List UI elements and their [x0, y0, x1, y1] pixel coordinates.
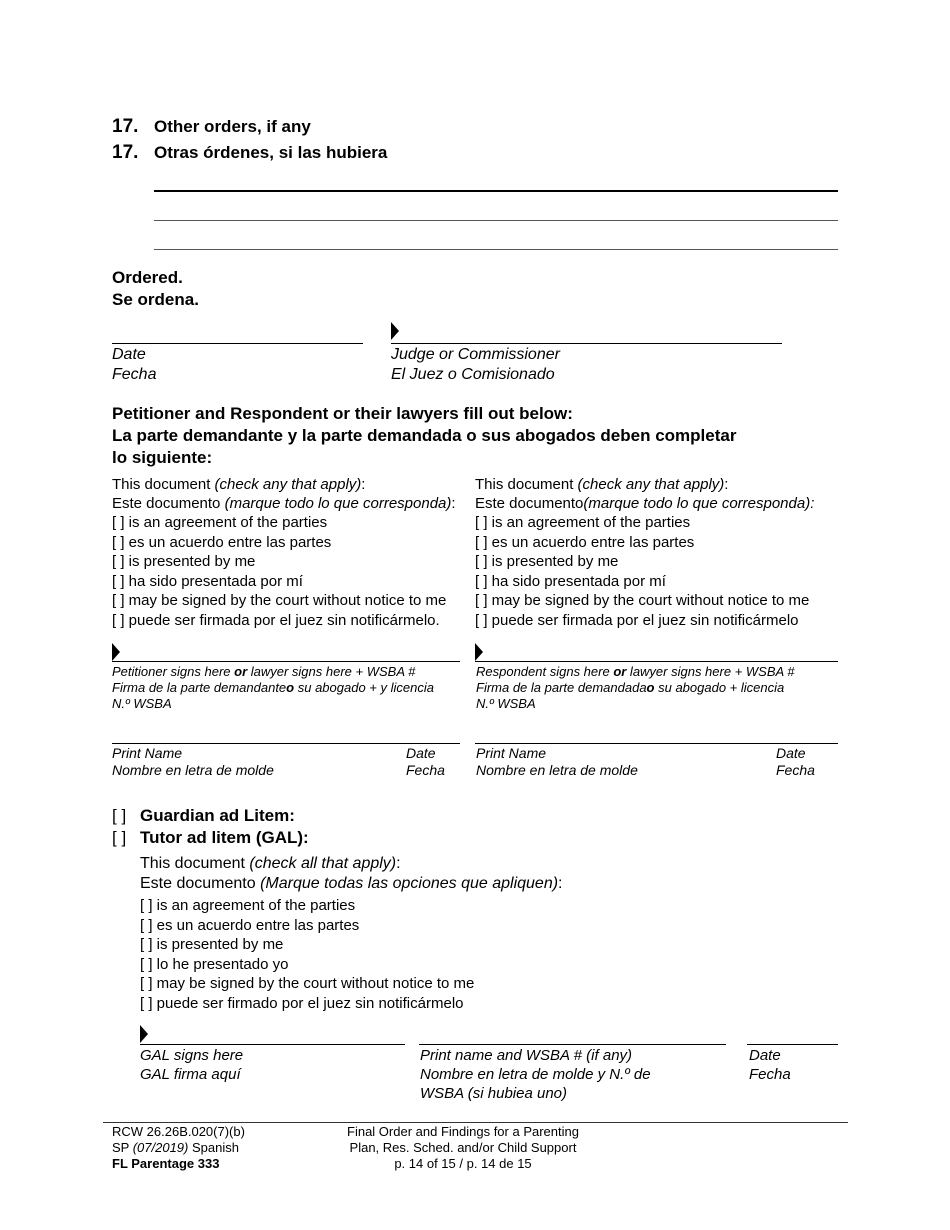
respondent-sign-es-2: N.º WSBA: [476, 696, 536, 711]
footer-sp: SP (07/2019) Spanish: [112, 1140, 239, 1155]
gal-doc-es: Este documento (Marque todas las opciones que apliquen):: [140, 875, 563, 892]
gal-date-en: Date: [749, 1047, 781, 1064]
gal-option-agreement[interactable]: [ ] is an agreement of the parties: [140, 897, 356, 914]
respondent-signature-line[interactable]: [475, 661, 838, 662]
gal-signature-line[interactable]: [140, 1044, 405, 1045]
gal-print-en: Print name and WSBA # (if any): [420, 1047, 633, 1064]
parties-heading-3: lo siguiente:: [112, 448, 213, 467]
judge-signature-line[interactable]: [391, 343, 782, 344]
other-orders-line-3[interactable]: [154, 249, 838, 250]
gal-title-es: Tutor ad litem (GAL):: [140, 828, 309, 847]
gal-doc-en: This document (check all that apply):: [140, 855, 401, 872]
petitioner-option-agreement[interactable]: [ ] is an agreement of the parties: [112, 514, 328, 531]
petitioner-sign-es-2: N.º WSBA: [112, 696, 172, 711]
gal-signature-arrow-icon: [140, 1025, 148, 1043]
gal-print-es-1: Nombre en letra de molde y N.º de: [420, 1066, 651, 1083]
respondent-doc-en: This document (check any that apply):: [475, 476, 729, 493]
respondent-doc-es: Este documento(marque todo lo que corresponda):: [475, 495, 815, 512]
order-date-label-es: Fecha: [112, 366, 157, 383]
gal-option-signed[interactable]: [ ] may be signed by the court without notice to me: [140, 975, 475, 992]
petitioner-option-presented[interactable]: [ ] is presented by me: [112, 553, 256, 570]
footer-divider: [103, 1122, 848, 1123]
footer-title-1: Final Order and Findings for a Parenting: [347, 1124, 579, 1139]
petitioner-date-en: Date: [406, 745, 436, 761]
gal-print-es-2: WSBA (si hubiea uno): [420, 1085, 568, 1102]
respondent-option-signed[interactable]: [ ] may be signed by the court without notice to me: [475, 592, 810, 609]
gal-option-presented[interactable]: [ ] is presented by me: [140, 936, 284, 953]
footer-rcw: RCW 26.26B.020(7)(b): [112, 1124, 245, 1139]
section-title-es: Otras órdenes, si las hubiera: [154, 143, 388, 162]
respondent-option-agreement[interactable]: [ ] is an agreement of the parties: [475, 514, 691, 531]
order-date-line[interactable]: [112, 343, 363, 344]
petitioner-print-en: Print Name: [112, 745, 183, 761]
respondent-option-firmada[interactable]: [ ] puede ser firmada por el juez sin notificármelo: [475, 611, 799, 629]
petitioner-option-firmada[interactable]: [ ] puede ser firmada por el juez sin notificármelo.: [112, 611, 440, 629]
respondent-option-acuerdo[interactable]: [ ] es un acuerdo entre las partes: [475, 533, 695, 551]
signature-arrow-icon: [391, 322, 399, 340]
petitioner-date-es: Fecha: [406, 762, 445, 778]
section-number: 17.: [112, 116, 139, 137]
gal-date-line[interactable]: [747, 1044, 838, 1045]
other-orders-line-1[interactable]: [154, 190, 838, 192]
gal-print-line[interactable]: [419, 1044, 726, 1045]
gal-date-es: Fecha: [749, 1066, 791, 1083]
ordered-en: Ordered.: [112, 268, 183, 287]
respondent-options: [475, 513, 809, 630]
parties-heading-1: Petitioner and Respondent or their lawyers fill out below:: [112, 404, 573, 423]
petitioner-options: [112, 513, 446, 630]
petitioner-doc-es: Este documento (marque todo lo que corresponda):: [112, 495, 456, 512]
gal-option-acuerdo[interactable]: [ ] es un acuerdo entre las partes: [140, 916, 360, 934]
respondent-print-line[interactable]: [475, 743, 838, 744]
respondent-print-es: Nombre en letra de molde: [476, 762, 638, 778]
footer-form-name: FL Parentage 333: [112, 1156, 220, 1171]
petitioner-sign-en: Petitioner signs here or lawyer signs here + WSBA #: [112, 664, 416, 679]
petitioner-option-acuerdo[interactable]: [ ] es un acuerdo entre las partes: [112, 533, 332, 551]
petitioner-option-presentada[interactable]: [ ] ha sido presentada por mí: [112, 572, 303, 590]
judge-label-es: El Juez o Comisionado: [391, 366, 555, 383]
ordered-es: Se ordena.: [112, 290, 199, 309]
respondent-sign-en: Respondent signs here or lawyer signs here + WSBA #: [476, 664, 795, 679]
petitioner-doc-en: This document (check any that apply):: [112, 476, 366, 493]
judge-label-en: Judge or Commissioner: [391, 346, 560, 363]
respondent-option-presented[interactable]: [ ] is presented by me: [475, 553, 619, 570]
petitioner-print-line[interactable]: [112, 743, 460, 744]
respondent-option-presentada[interactable]: [ ] ha sido presentada por mí: [475, 572, 666, 590]
gal-title-en: Guardian ad Litem:: [140, 806, 295, 825]
respondent-print-en: Print Name: [476, 745, 547, 761]
petitioner-option-signed[interactable]: [ ] may be signed by the court without notice to me: [112, 592, 447, 609]
petitioner-signature-line[interactable]: [112, 661, 460, 662]
respondent-sign-es: Firma de la parte demandadao su abogado + licencia: [476, 680, 785, 695]
respondent-date-en: Date: [776, 745, 806, 761]
gal-options: [140, 896, 474, 1013]
respondent-signature-arrow-icon: [475, 643, 483, 661]
gal-checkbox-es[interactable]: [ ]: [112, 828, 127, 847]
parties-heading-2: La parte demandante y la parte demandada o sus abogados deben completar: [112, 426, 737, 445]
order-date-label-en: Date: [112, 346, 146, 363]
section-title-en: Other orders, if any: [154, 117, 311, 136]
gal-sign-en: GAL signs here: [140, 1047, 244, 1064]
footer-title-2: Plan, Res. Sched. and/or Child Support: [349, 1140, 577, 1155]
gal-option-firmado[interactable]: [ ] puede ser firmado por el juez sin notificármelo: [140, 994, 464, 1012]
gal-sign-es: GAL firma aquí: [140, 1066, 241, 1083]
gal-option-presentado[interactable]: [ ] lo he presentado yo: [140, 955, 289, 973]
petitioner-signature-arrow-icon: [112, 643, 120, 661]
other-orders-line-2[interactable]: [154, 220, 838, 221]
gal-checkbox-en[interactable]: [ ]: [112, 806, 127, 825]
petitioner-print-es: Nombre en letra de molde: [112, 762, 274, 778]
section-number-es: 17.: [112, 142, 139, 163]
respondent-date-es: Fecha: [776, 762, 815, 778]
petitioner-sign-es: Firma de la parte demandanteo su abogado + y licencia: [112, 680, 434, 695]
footer-page: p. 14 of 15 / p. 14 de 15: [394, 1156, 532, 1171]
